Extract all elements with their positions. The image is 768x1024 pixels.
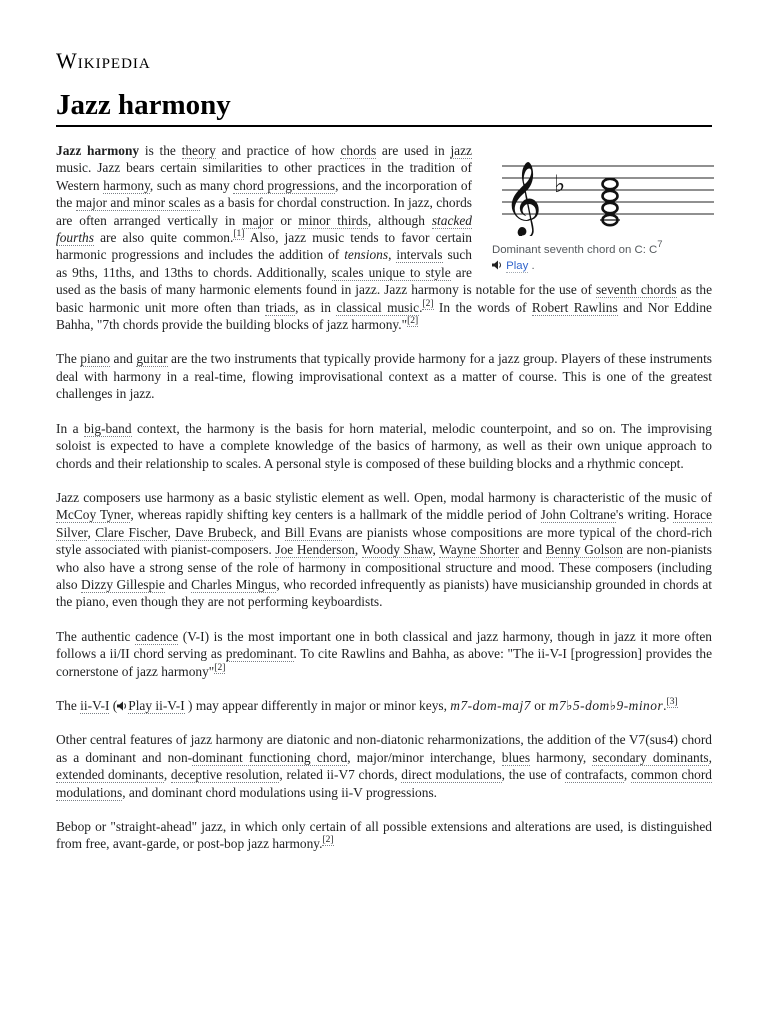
link-big-band[interactable]: big-band xyxy=(83,420,132,436)
link-jazz[interactable]: jazz xyxy=(450,143,472,158)
paragraph-4: Jazz composers use harmony as a basic stylistic element as well. Open, modal harmony is characteristic of the music of McCoy Tyner, whereas rapidly shifting key centers is a hallmark of the middle period of John Coltrane's writing. Horace Silver, Clare Fischer, Dave Brubeck, and Bill Evans are pianists whose compositions are more typical of the chord-rich style associated with pianist-composers. Joe Henderson, Woody Shaw, Wayne Shorter and Benny Golson are non-pianists who also have a strong sense of the role of harmony in compositional structure and mood. These composers (including also Dizzy Gillespie and Charles Mingus, who recorded infrequently as pianists) have musicianship grounded in chords at the piano, even though they are not performing keyboardists. xyxy=(56,489,713,610)
speaker-icon[interactable] xyxy=(492,260,503,270)
title-divider xyxy=(56,125,712,127)
music-staff xyxy=(500,140,716,236)
link-dominant-functioning-chord[interactable]: dominant functioning chord xyxy=(192,749,348,765)
link-bill-evans[interactable]: Bill Evans xyxy=(284,524,342,540)
link-secondary-dominants[interactable]: secondary dominants xyxy=(592,749,709,765)
chord-figure xyxy=(492,140,728,274)
link-ii-v-i[interactable]: ii-V-I xyxy=(80,697,110,713)
link-robert-rawlins[interactable]: Robert Rawlins xyxy=(531,299,618,315)
wikipedia-logo[interactable] xyxy=(56,50,151,72)
link-direct-modulations[interactable]: direct modulations xyxy=(401,767,502,783)
link-john-coltrane[interactable]: John Coltrane xyxy=(540,507,616,523)
link-classical-music[interactable]: classical music xyxy=(336,299,420,315)
link-major-minor-scales[interactable]: major and minor scales xyxy=(75,195,201,211)
link-horace-silver[interactable]: Horace Silver xyxy=(56,507,712,540)
link-seventh-chords[interactable]: seventh chords xyxy=(595,282,677,298)
staff-image[interactable] xyxy=(500,140,716,236)
figure-caption: Dominant seventh chord on C: $C^7$ Play . xyxy=(492,239,663,272)
link-dizzy-gillespie[interactable]: Dizzy Gillespie xyxy=(81,576,165,592)
reference-2[interactable]: [2] xyxy=(422,298,434,309)
paragraph-2: The piano and guitar are the two instruments that typically provide harmony for a jazz group. Players of these instruments deal with harmony in a real-time, flowing improvisational context as a matter of course. This is one of the greatest challenges in jazz. xyxy=(56,351,713,402)
link-charles-mingus[interactable]: Charles Mingus xyxy=(191,576,277,592)
link-minor-thirds[interactable]: minor thirds xyxy=(298,212,368,228)
link-scales-unique-to-style[interactable]: scales unique to style xyxy=(331,264,451,280)
link-wayne-shorter[interactable]: Wayne Shorter xyxy=(439,542,520,558)
link-harmony[interactable]: harmony xyxy=(103,177,150,193)
link-joe-henderson[interactable]: Joe Henderson xyxy=(275,542,355,558)
link-clare-fischer[interactable]: Clare Fischer xyxy=(95,524,168,540)
link-dave-brubeck[interactable]: Dave Brubeck xyxy=(175,524,254,540)
logo-text: Wikipedia xyxy=(56,48,151,73)
reference-2c[interactable]: [2] xyxy=(214,662,226,673)
flat-sign-icon: ♭ xyxy=(554,170,566,198)
paragraph-6: The ii-V-I ( Play ii-V-I ) may appear differently in major or minor keys, m7-dom-maj7 or m7♭5-dom♭9-minor.[3] xyxy=(56,696,678,713)
reference-2b[interactable]: [2] xyxy=(407,316,419,327)
link-chord-progressions[interactable]: chord progressions xyxy=(233,177,336,193)
link-triads[interactable]: triads xyxy=(265,299,296,315)
reference-2d[interactable]: [2] xyxy=(322,835,334,846)
reference-3[interactable]: [3] xyxy=(666,696,678,707)
reference-1[interactable]: [1] xyxy=(233,229,245,240)
play-audio-link[interactable]: Play xyxy=(506,260,529,272)
paragraph-7: Other central features of jazz harmony are diatonic and non-diatonic reharmonizations, the addition of the V7(sus4) chord as a dominant and non-dominant functioning chord, major/minor interchange, blues harmony, secondary dominants, extended dominants, deceptive resolution, related ii-V7 chords, direct modulations, the use of contrafacts, common chord modulations, and dominant chord modulations using ii-V progressions. xyxy=(56,732,712,800)
link-contrafacts[interactable]: contrafacts xyxy=(565,767,624,783)
link-deceptive-resolution[interactable]: deceptive resolution xyxy=(170,767,280,783)
link-predominant[interactable]: predominant xyxy=(225,646,294,662)
paragraph-5: The authentic cadence (V-I) is the most important one in both classical and jazz harmony, though in jazz it more often follows a ii/II chord serving as predominant. To cite Rawlins and Bahha, as above: "The ii-V-I [progression] provides the cornerstone of jazz harmony"[2] xyxy=(56,628,713,679)
link-common-chord-modulations[interactable]: common chord modulations xyxy=(56,767,712,800)
page-title: Jazz harmony xyxy=(56,89,231,121)
link-major[interactable]: major xyxy=(242,212,274,228)
paragraph-8: Bebop or "straight-ahead" jazz, in which only certain of all possible extensions and alterations are used, is distinguished from free, avant-garde, or post-bop jazz harmony.[2] xyxy=(56,819,712,852)
link-theory[interactable]: theory xyxy=(181,143,216,158)
link-stacked-fourths[interactable]: stacked fourths xyxy=(56,212,472,246)
paragraph-1: Jazz harmony is the theory and practice of how chords are used in jazz music. Jazz bears certain similarities to other practices in the tradition of Western harmony, such as many chord progressions, and the incorporation of the major and minor scales as a basis for chordal construction. In jazz, chords are often arranged vertically in major or minor thirds, although stacked fourths are also quite common.[1] Also, jazz music tends to favor certain harmonic progressions and includes the addition of tensions, intervals such as 9ths, 11ths, and 13ths to chords. Additionally, scales unique to style are used as the basis of many harmonic elements found in jazz. Jazz harmony is notable for the use of seventh chords as the basic harmonic unit more often than triads, as in classical music.[2] In the words of Robert Rawlins and Nor Eddine Bahha, "7th chords provide the building blocks of jazz harmony."[2] xyxy=(56,143,713,333)
link-cadence[interactable]: cadence xyxy=(135,628,179,644)
link-chords[interactable]: chords xyxy=(340,143,377,158)
link-woody-shaw[interactable]: Woody Shaw xyxy=(361,542,433,558)
paragraph-3: In a big-band context, the harmony is the basis for horn material, melodic counterpoint, and so on. The improvising soloist is expected to have a complete knowledge of the basics of harmony, as well as their own unique approach to chords and their relationship to scales. A personal style is composed of these building blocks and a rhythmic concept. xyxy=(56,420,712,471)
treble-clef-icon: 𝄞 xyxy=(504,162,542,236)
link-piano[interactable]: piano xyxy=(80,351,111,367)
article-body xyxy=(56,142,712,870)
link-benny-golson[interactable]: Benny Golson xyxy=(545,542,623,558)
link-intervals[interactable]: intervals xyxy=(396,247,443,263)
link-mccoy-tyner[interactable]: McCoy Tyner xyxy=(56,507,131,523)
link-guitar[interactable]: guitar xyxy=(136,351,168,367)
play-ii-v-i-link[interactable]: Play ii-V-I xyxy=(128,697,185,713)
speaker-icon[interactable] xyxy=(117,701,128,711)
link-blues[interactable]: blues xyxy=(501,749,531,765)
link-extended-dominants[interactable]: extended dominants xyxy=(56,767,164,783)
